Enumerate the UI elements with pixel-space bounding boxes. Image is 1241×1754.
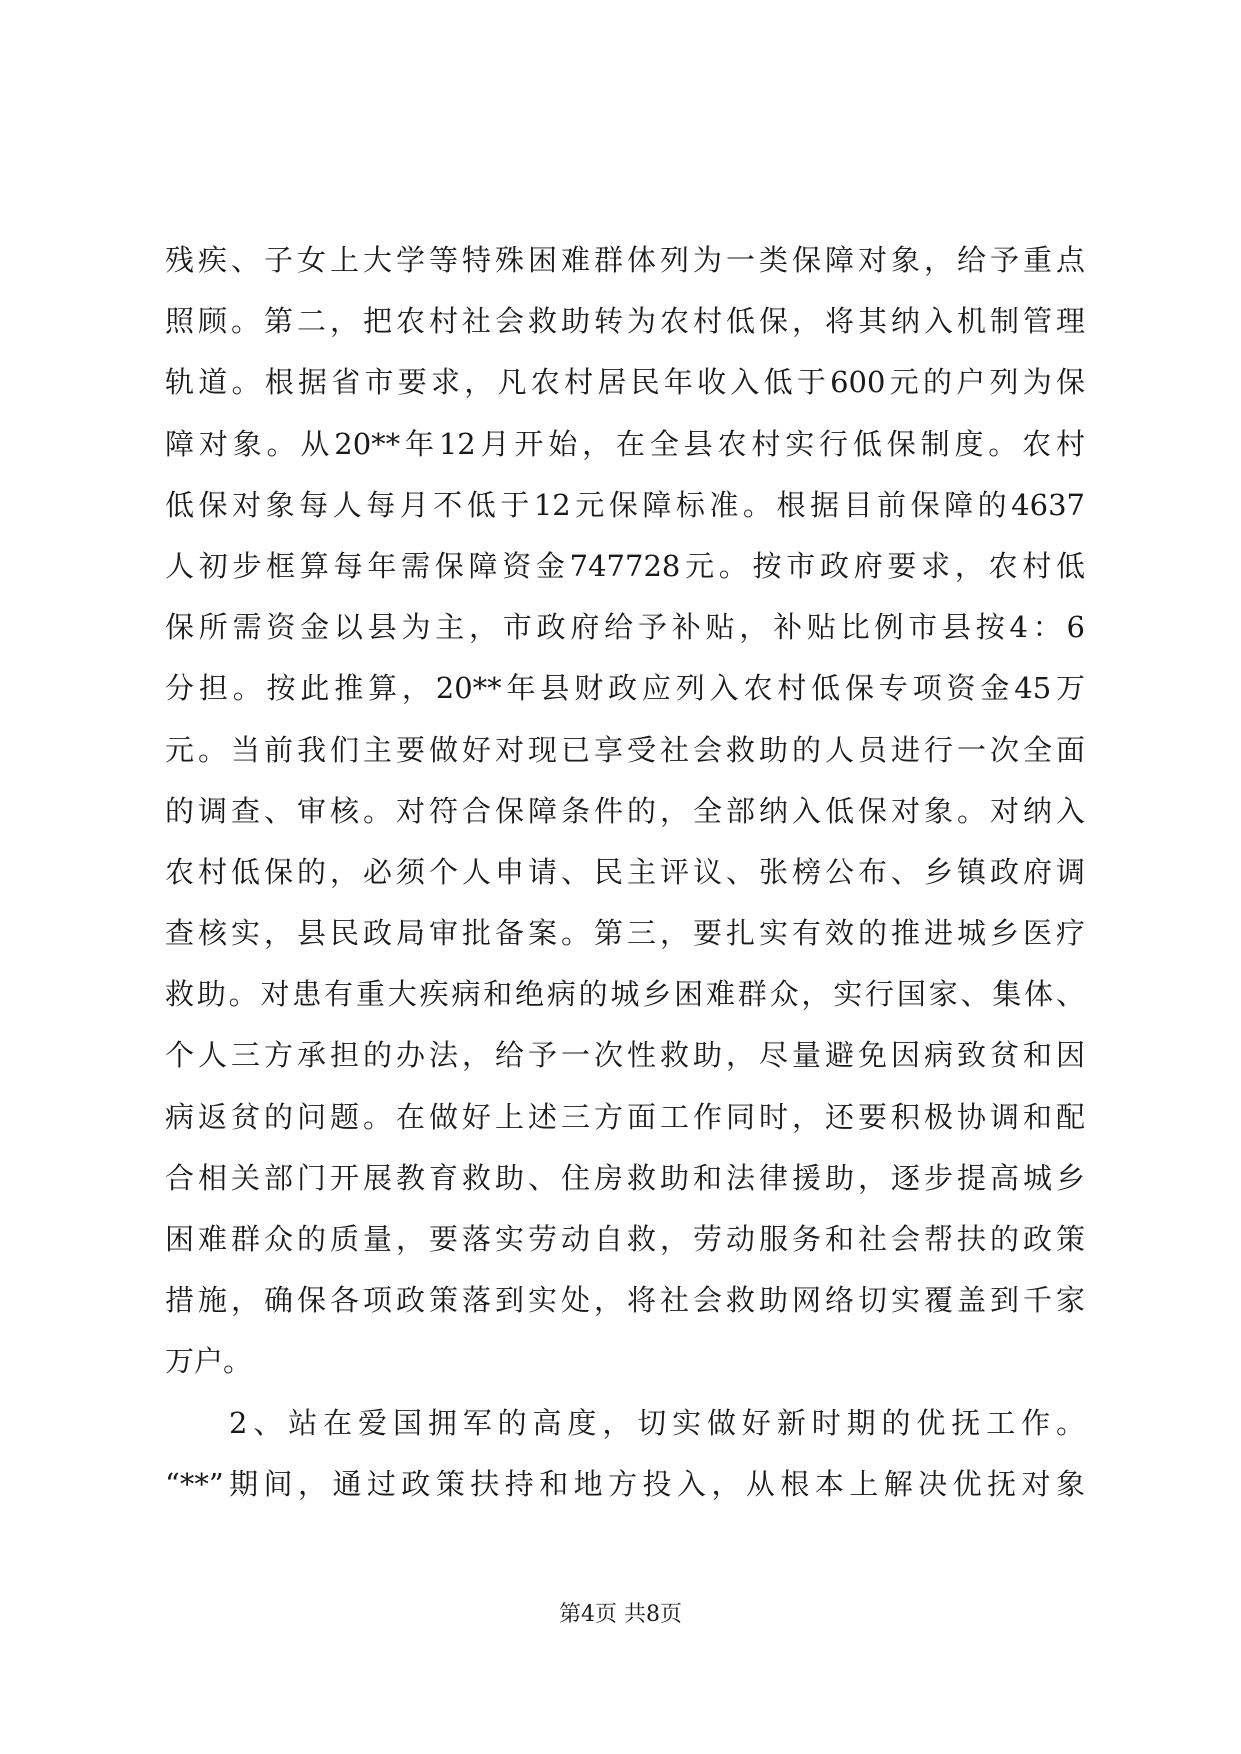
text-line: 障对象。从20**年12月开始，在全县农村实行低保制度。农村 <box>165 426 1085 461</box>
text-line: 查核实，县民政局审批备案。第三，要扎实有效的推进城乡医疗 <box>165 916 1085 951</box>
text-line: “**”期间，通过政策扶持和地方投入，从根本上解决优抚对象 <box>165 1466 1085 1501</box>
text-line: 万户。 <box>165 1344 253 1379</box>
text-line: 残疾、子女上大学等特殊困难群体列为一类保障对象，给予重点 <box>165 243 1085 277</box>
text-line: 2、站在爱国拥军的高度，切实做好新时期的优抚工作。 <box>229 1405 1085 1440</box>
text-line: 元。当前我们主要做好对现已享受社会救助的人员进行一次全面 <box>165 732 1085 767</box>
body-text <box>165 230 1085 1515</box>
text-line: 病返贫的问题。在做好上述三方面工作同时，还要积极协调和配 <box>165 1099 1085 1134</box>
text-line: 农村低保的，必须个人申请、民主评议、张榜公布、乡镇政府调 <box>165 854 1085 889</box>
page-footer <box>0 1600 1241 1630</box>
text-line: 轨道。根据省市要求，凡农村居民年收入低于600元的户列为保 <box>165 365 1085 400</box>
text-line: 个人三方承担的办法，给予一次性救助，尽量避免因病致贫和因 <box>165 1038 1085 1073</box>
text-line: 低保对象每人每月不低于12元保障标准。根据目前保障的4637 <box>165 487 1085 522</box>
text-line: 合相关部门开展教育救助、住房救助和法律援助，逐步提高城乡 <box>165 1160 1085 1195</box>
text-line: 照顾。第二，把农村社会救助转为农村低保，将其纳入机制管理 <box>165 304 1085 339</box>
text-line: 的调查、审核。对符合保障条件的，全部纳入低保对象。对纳入 <box>165 793 1085 828</box>
text-line: 救助。对患有重大疾病和绝病的城乡困难群众，实行国家、集体、 <box>165 977 1085 1012</box>
text-line: 保所需资金以县为主，市政府给予补贴，补贴比例市县按4：6 <box>165 610 1085 645</box>
text-line: 人初步框算每年需保障资金747728元。按市政府要求，农村低 <box>165 548 1085 583</box>
text-line: 困难群众的质量，要落实劳动自救，劳动服务和社会帮扶的政策 <box>165 1222 1085 1256</box>
text-line: 措施，确保各项政策落到实处，将社会救助网络切实覆盖到千家 <box>165 1283 1085 1318</box>
page-number-label: 第4页 共8页 <box>559 1602 682 1627</box>
text-line: 分担。按此推算，20**年县财政应列入农村低保专项资金45万 <box>165 671 1085 706</box>
